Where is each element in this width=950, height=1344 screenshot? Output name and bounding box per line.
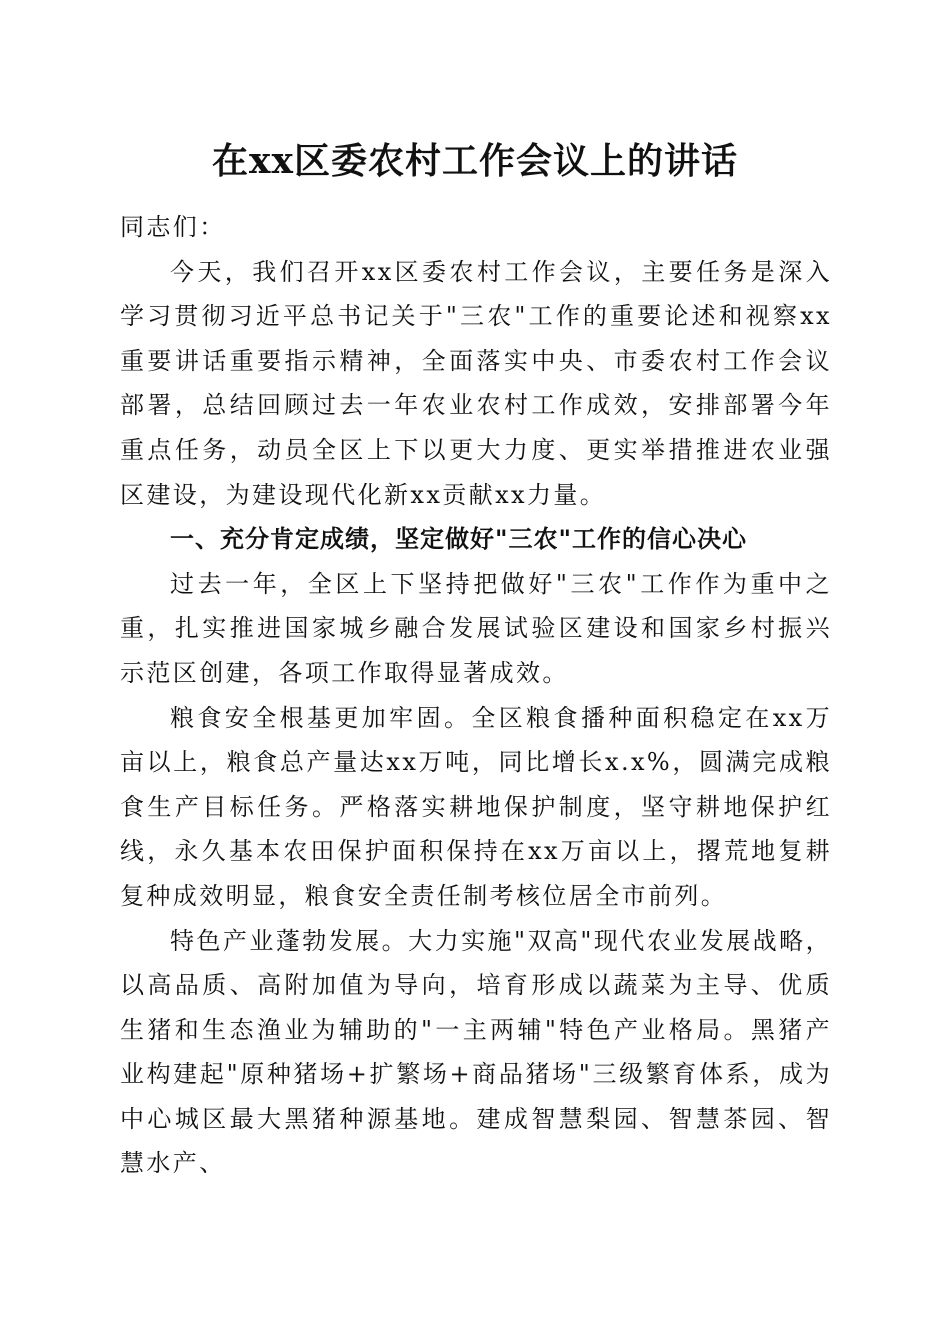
document-title: 在xx区委农村工作会议上的讲话 xyxy=(212,140,738,182)
section-paragraph-specialty-industry: 特色产业蓬勃发展。大力实施"双高"现代农业发展战略，以高品质、高附加值为导向，培育形成以蔬菜为主导、优质生猪和生态渔业为辅助的"一主两辅"特色产业格局。黑猪产业构建起"原种猪场+扩繁场+商品猪场"三级繁育体系，成为中心城区最大黑猪种源基地。建成智慧梨园、智慧茶园、智慧水产、 xyxy=(120,926,832,1178)
section-paragraph-grain-security: 粮食安全根基更加牢固。全区粮食播种面积稳定在xx万亩以上，粮食总产量达xx万吨，同比增长x.x%，圆满完成粮食生产目标任务。严格落实耕地保护制度，坚守耕地保护红线，永久基本农田保护面积保持在xx万亩以上，撂荒地复耕复种成效明显，粮食安全责任制考核位居全市前列。 xyxy=(120,703,832,910)
intro-paragraph: 今天，我们召开xx区委农村工作会议，主要任务是深入学习贯彻习近平总书记关于"三农"工作的重要论述和视察xx重要讲话重要指示精神，全面落实中央、市委农村工作会议部署，总结回顾过去一年农业农村工作成效，安排部署今年重点任务，动员全区上下以更大力度、更实举措推进农业强区建设，为建设现代化新xx贡献xx力量。 xyxy=(120,257,832,509)
section-paragraph: 过去一年，全区上下坚持把做好"三农"工作作为重中之重，扎实推进国家城乡融合发展试验区建设和国家乡村振兴示范区创建，各项工作取得显著成效。 xyxy=(120,569,832,687)
section-heading: 一、充分肯定成绩，坚定做好"三农"工作的信心决心 xyxy=(170,525,748,554)
salutation: 同志们： xyxy=(120,213,226,241)
document-body xyxy=(120,205,832,1186)
